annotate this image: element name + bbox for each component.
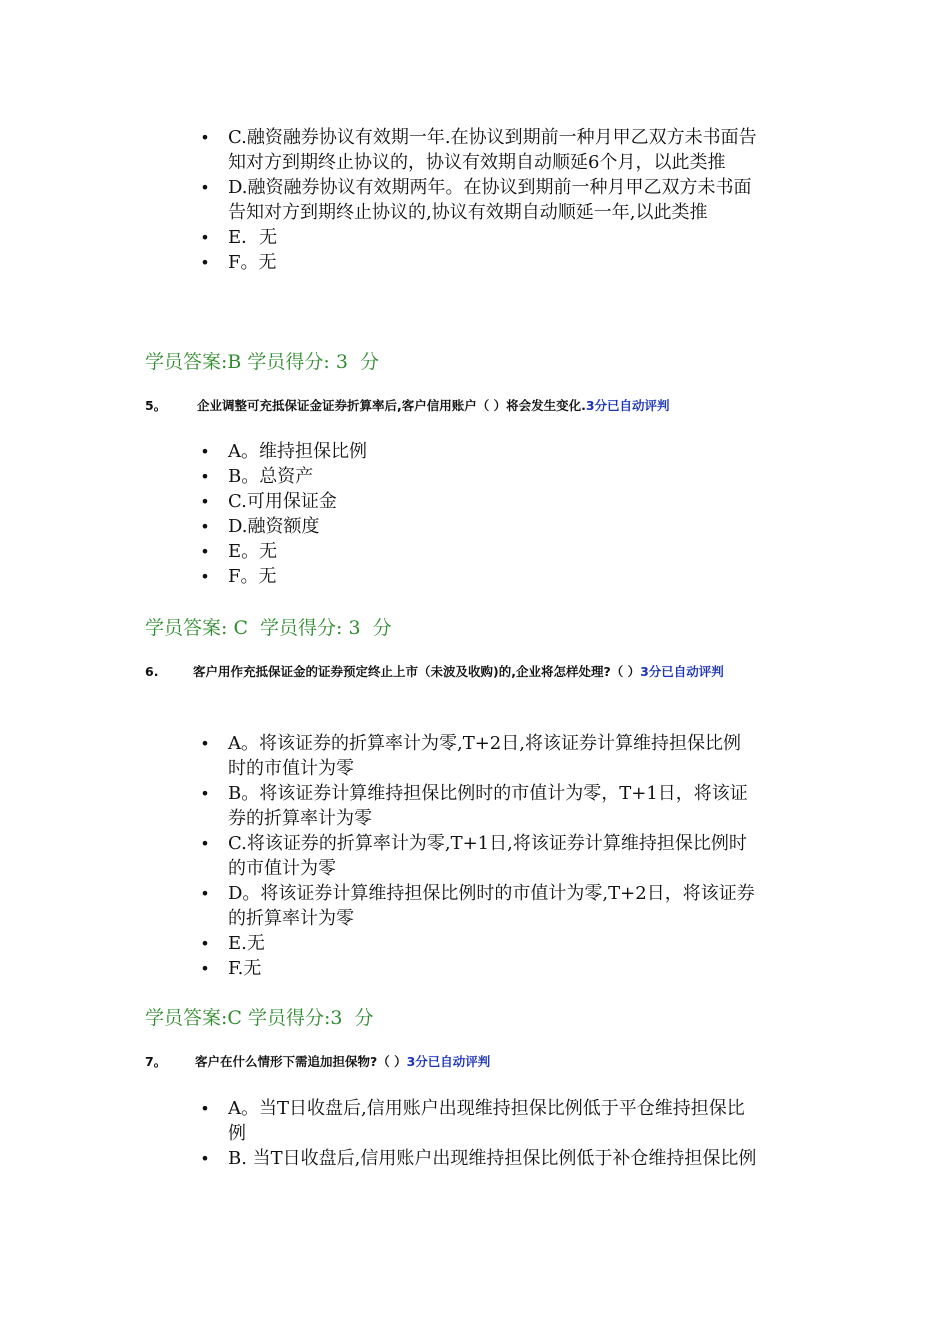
- option-item: • C.将该证券的折算率计为零,T+1日,将该证券计算维持担保比例时的市值计为零: [198, 831, 758, 881]
- auto-graded-label: 3分已自动评判: [406, 1054, 491, 1069]
- question-number: 7。: [145, 1054, 167, 1069]
- option-item: • D。将该证券计算维持担保比例时的市值计为零,T+2日，将该证券的折算率计为零: [198, 881, 758, 931]
- option-item: • A。当T日收盘后,信用账户出现维持担保比例低于平仓维持担保比例: [198, 1096, 758, 1146]
- question-number: 5。: [145, 398, 167, 413]
- option-item: • E．无: [198, 225, 758, 250]
- q5-student-answer: 学员答案: C 学员得分: 3 分: [145, 617, 392, 639]
- option-item: • A。将该证券的折算率计为零,T+2日,将该证券计算维持担保比例时的市值计为零: [198, 731, 758, 781]
- bullet-icon: •: [200, 128, 210, 147]
- bullet-icon: •: [200, 959, 210, 978]
- q6-question-header: [145, 660, 805, 684]
- bullet-icon: •: [200, 442, 210, 461]
- option-item: • E。无: [198, 539, 758, 564]
- auto-graded-label: 3分已自动评判: [640, 664, 724, 679]
- option-item: • F.无: [198, 956, 758, 981]
- question-text: 客户用作充抵保证金的证券预定终止上市（未波及收购)的,企业将怎样处理?（ ）: [193, 664, 641, 679]
- bullet-icon: •: [200, 492, 210, 511]
- q7-options-list: [198, 1096, 758, 1171]
- q6-student-answer: 学员答案:C 学员得分:3 分: [145, 1007, 374, 1029]
- option-item: • A。维持担保比例: [198, 439, 758, 464]
- q5-options-list: [198, 439, 758, 589]
- bullet-icon: •: [200, 934, 210, 953]
- option-item: • E.无: [198, 931, 758, 956]
- option-item: • D.融资额度: [198, 514, 758, 539]
- bullet-icon: •: [200, 178, 210, 197]
- q7-question-header: [145, 1050, 805, 1074]
- option-item: • B。将该证券计算维持担保比例时的市值计为零，T+1日，将该证券的折算率计为零: [198, 781, 758, 831]
- bullet-icon: •: [200, 884, 210, 903]
- question-number: 6.: [145, 664, 159, 679]
- bullet-icon: •: [200, 734, 210, 753]
- q6-options-list: [198, 731, 758, 981]
- option-item: • F。无: [198, 250, 758, 275]
- bullet-icon: •: [200, 467, 210, 486]
- q5-question-header: [145, 394, 805, 418]
- option-item: • B. 当T日收盘后,信用账户出现维持担保比例低于补仓维持担保比例: [198, 1146, 758, 1171]
- q4-student-answer: 学员答案:B 学员得分: 3 分: [145, 351, 380, 373]
- bullet-icon: •: [200, 834, 210, 853]
- question-text: 企业调整可充抵保证金证券折算率后,客户信用账户（ ）将会发生变化.: [197, 398, 586, 413]
- bullet-icon: •: [200, 253, 210, 272]
- bullet-icon: •: [200, 784, 210, 803]
- bullet-icon: •: [200, 228, 210, 247]
- option-item: • F。无: [198, 564, 758, 589]
- question-text: 客户在什么情形下需追加担保物?（ ）: [195, 1054, 407, 1069]
- option-item: • B。总资产: [198, 464, 758, 489]
- option-item: • C.可用保证金: [198, 489, 758, 514]
- q4-options-list: [198, 125, 758, 275]
- bullet-icon: •: [200, 1099, 210, 1118]
- bullet-icon: •: [200, 542, 210, 561]
- bullet-icon: •: [200, 517, 210, 536]
- option-item: • D.融资融券协议有效期两年。在协议到期前一种月甲乙双方未书面告知对方到期终止协议的,协议有效期自动顺延一年,以此类推: [198, 175, 758, 225]
- bullet-icon: •: [200, 1149, 210, 1168]
- bullet-icon: •: [200, 567, 210, 586]
- option-item: • C.融资融券协议有效期一年.在协议到期前一种月甲乙双方未书面告知对方到期终止协议的，协议有效期自动顺延6个月，以此类推: [198, 125, 758, 175]
- auto-graded-label: 3分已自动评判: [585, 398, 670, 413]
